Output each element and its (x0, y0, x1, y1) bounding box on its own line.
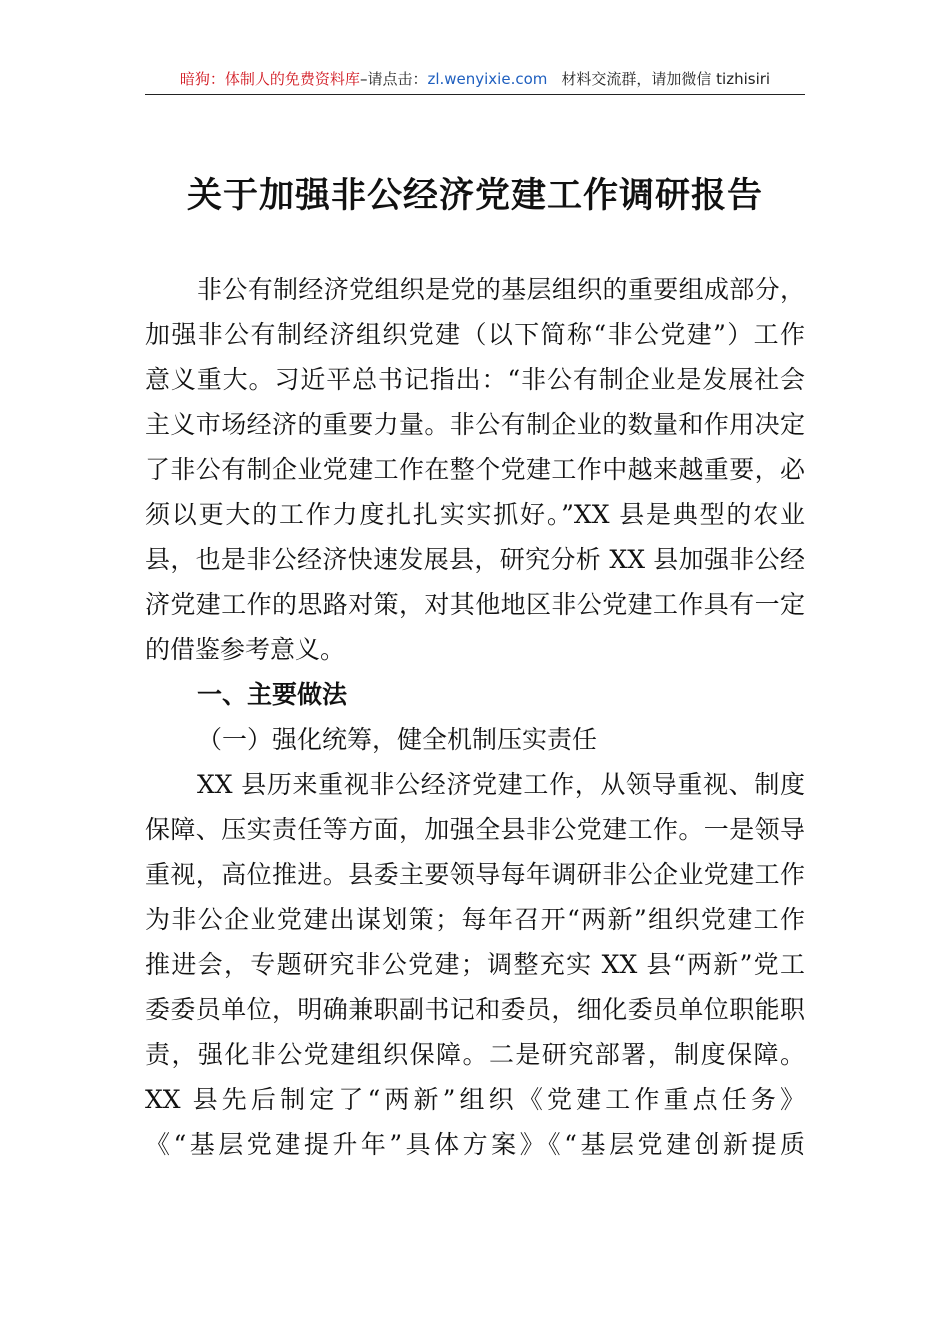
paragraph-line: 的借鉴参考意义。 (145, 635, 346, 664)
paragraph-line: 县，也是非公经济快速发展县，研究分析 XX 县加强非公经 (145, 545, 805, 574)
paragraph-line: 重视，高位推进。县委主要领导每年调研非公企业党建工作 (145, 860, 805, 889)
document-title: 关于加强非公经济党建工作调研报告 (186, 175, 763, 216)
paragraph-line: 意义重大。习近平总书记指出：“非公有制企业是发展社会 (145, 365, 805, 394)
paragraph-line: 非公有制经济党组织是党的基层组织的重要组成部分， (197, 275, 805, 304)
paragraph-line: 济党建工作的思路对策，对其他地区非公党建工作具有一定 (145, 590, 805, 619)
paragraph-line: 主义市场经济的重要力量。非公有制企业的数量和作用决定 (145, 410, 805, 439)
header-url-link[interactable]: zl.wenyixie.com (427, 70, 548, 88)
header-brand: 暗狗：体制人的免费资料库 (179, 70, 360, 88)
paragraph-line: 推进会，专题研究非公党建；调整充实 XX 县“两新”党工 (145, 950, 805, 979)
paragraph-line: 了非公有制企业党建工作在整个党建工作中越来越重要，必 (145, 455, 805, 484)
paragraph-line: 《“基层党建提升年”具体方案》《“基层党建创新提质 (145, 1130, 805, 1159)
paragraph-line: 加强非公有制经济组织党建（以下简称“非公党建”）工作 (145, 320, 805, 349)
header-group-text: 材料交流群，请加微信 tizhisiri (561, 70, 771, 88)
section-heading: 一、主要做法 (197, 680, 348, 709)
paragraph-line: 委委员单位，明确兼职副书记和委员，细化委员单位职能职 (145, 995, 805, 1024)
paragraph-line: 为非公企业党建出谋划策；每年召开“两新”组织党建工作 (145, 905, 805, 934)
paragraph-line: XX 县先后制定了“两新”组织《党建工作重点任务》 (145, 1085, 805, 1114)
header-prompt: –请点击： (359, 70, 428, 88)
paragraph-line: XX 县历来重视非公经济党建工作，从领导重视、制度 (197, 770, 805, 799)
subsection-heading: （一）强化统筹，健全机制压实责任 (197, 725, 598, 754)
paragraph-line: 须以更大的工作力度扎扎实实抓好。”XX 县是典型的农业 (145, 500, 805, 529)
paragraph-line: 责，强化非公党建组织保障。二是研究部署，制度保障。 (145, 1040, 805, 1069)
page-header (145, 64, 805, 95)
paragraph-line: 保障、压实责任等方面，加强全县非公党建工作。一是领导 (145, 815, 805, 844)
